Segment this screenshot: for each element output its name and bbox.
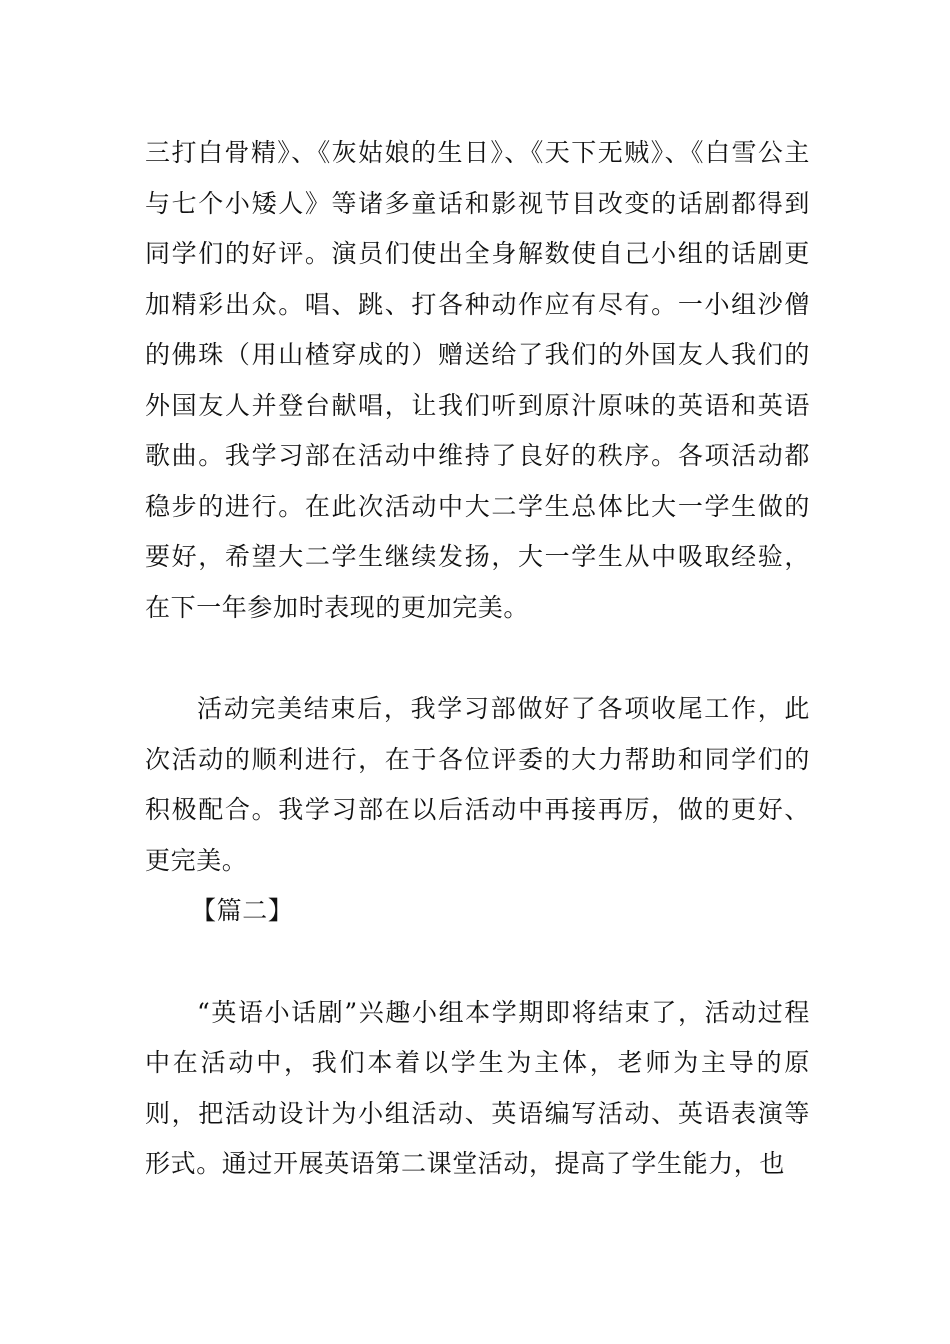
paragraph-continued: 三打白骨精》、《灰姑娘的生日》、《天下无贼》、《白雪公主与七个小矮人》等诸多童话和影视节目改变的话剧都得到同学们的好评。演员们使出全身解数使自己小组的话剧更加精彩出众。唱、跳、打各种动作应有尽有。一小组沙僧的佛珠（用山楂穿成的）赠送给了我们的外国友人我们的外国友人并登台献唱，让我们听到原汁原味的英语和英语歌曲。我学习部在活动中维持了良好的秩序。各项活动都稳步的进行。在此次活动中大二学生总体比大一学生做的要好，希望大二学生继续发扬，大一学生从中吸取经验，在下一年参加时表现的更加完美。	[145, 138, 810, 622]
paragraph-section-two: “英语小话剧”兴趣小组本学期即将结束了，活动过程中在活动中，我们本着以学生为主体，老师为主导的原则，把活动设计为小组活动、英语编写活动、英语表演等形式。通过开展英语第二课堂活动，提高了学生能力，也	[145, 997, 810, 1178]
paragraph-closing: 活动完美结束后，我学习部做好了各项收尾工作，此次活动的顺利进行，在于各位评委的大力帮助和同学们的积极配合。我学习部在以后活动中再接再厉，做的更好、更完美。	[145, 694, 810, 875]
section-heading: 【篇二】	[191, 896, 294, 925]
document-page	[145, 128, 810, 1190]
